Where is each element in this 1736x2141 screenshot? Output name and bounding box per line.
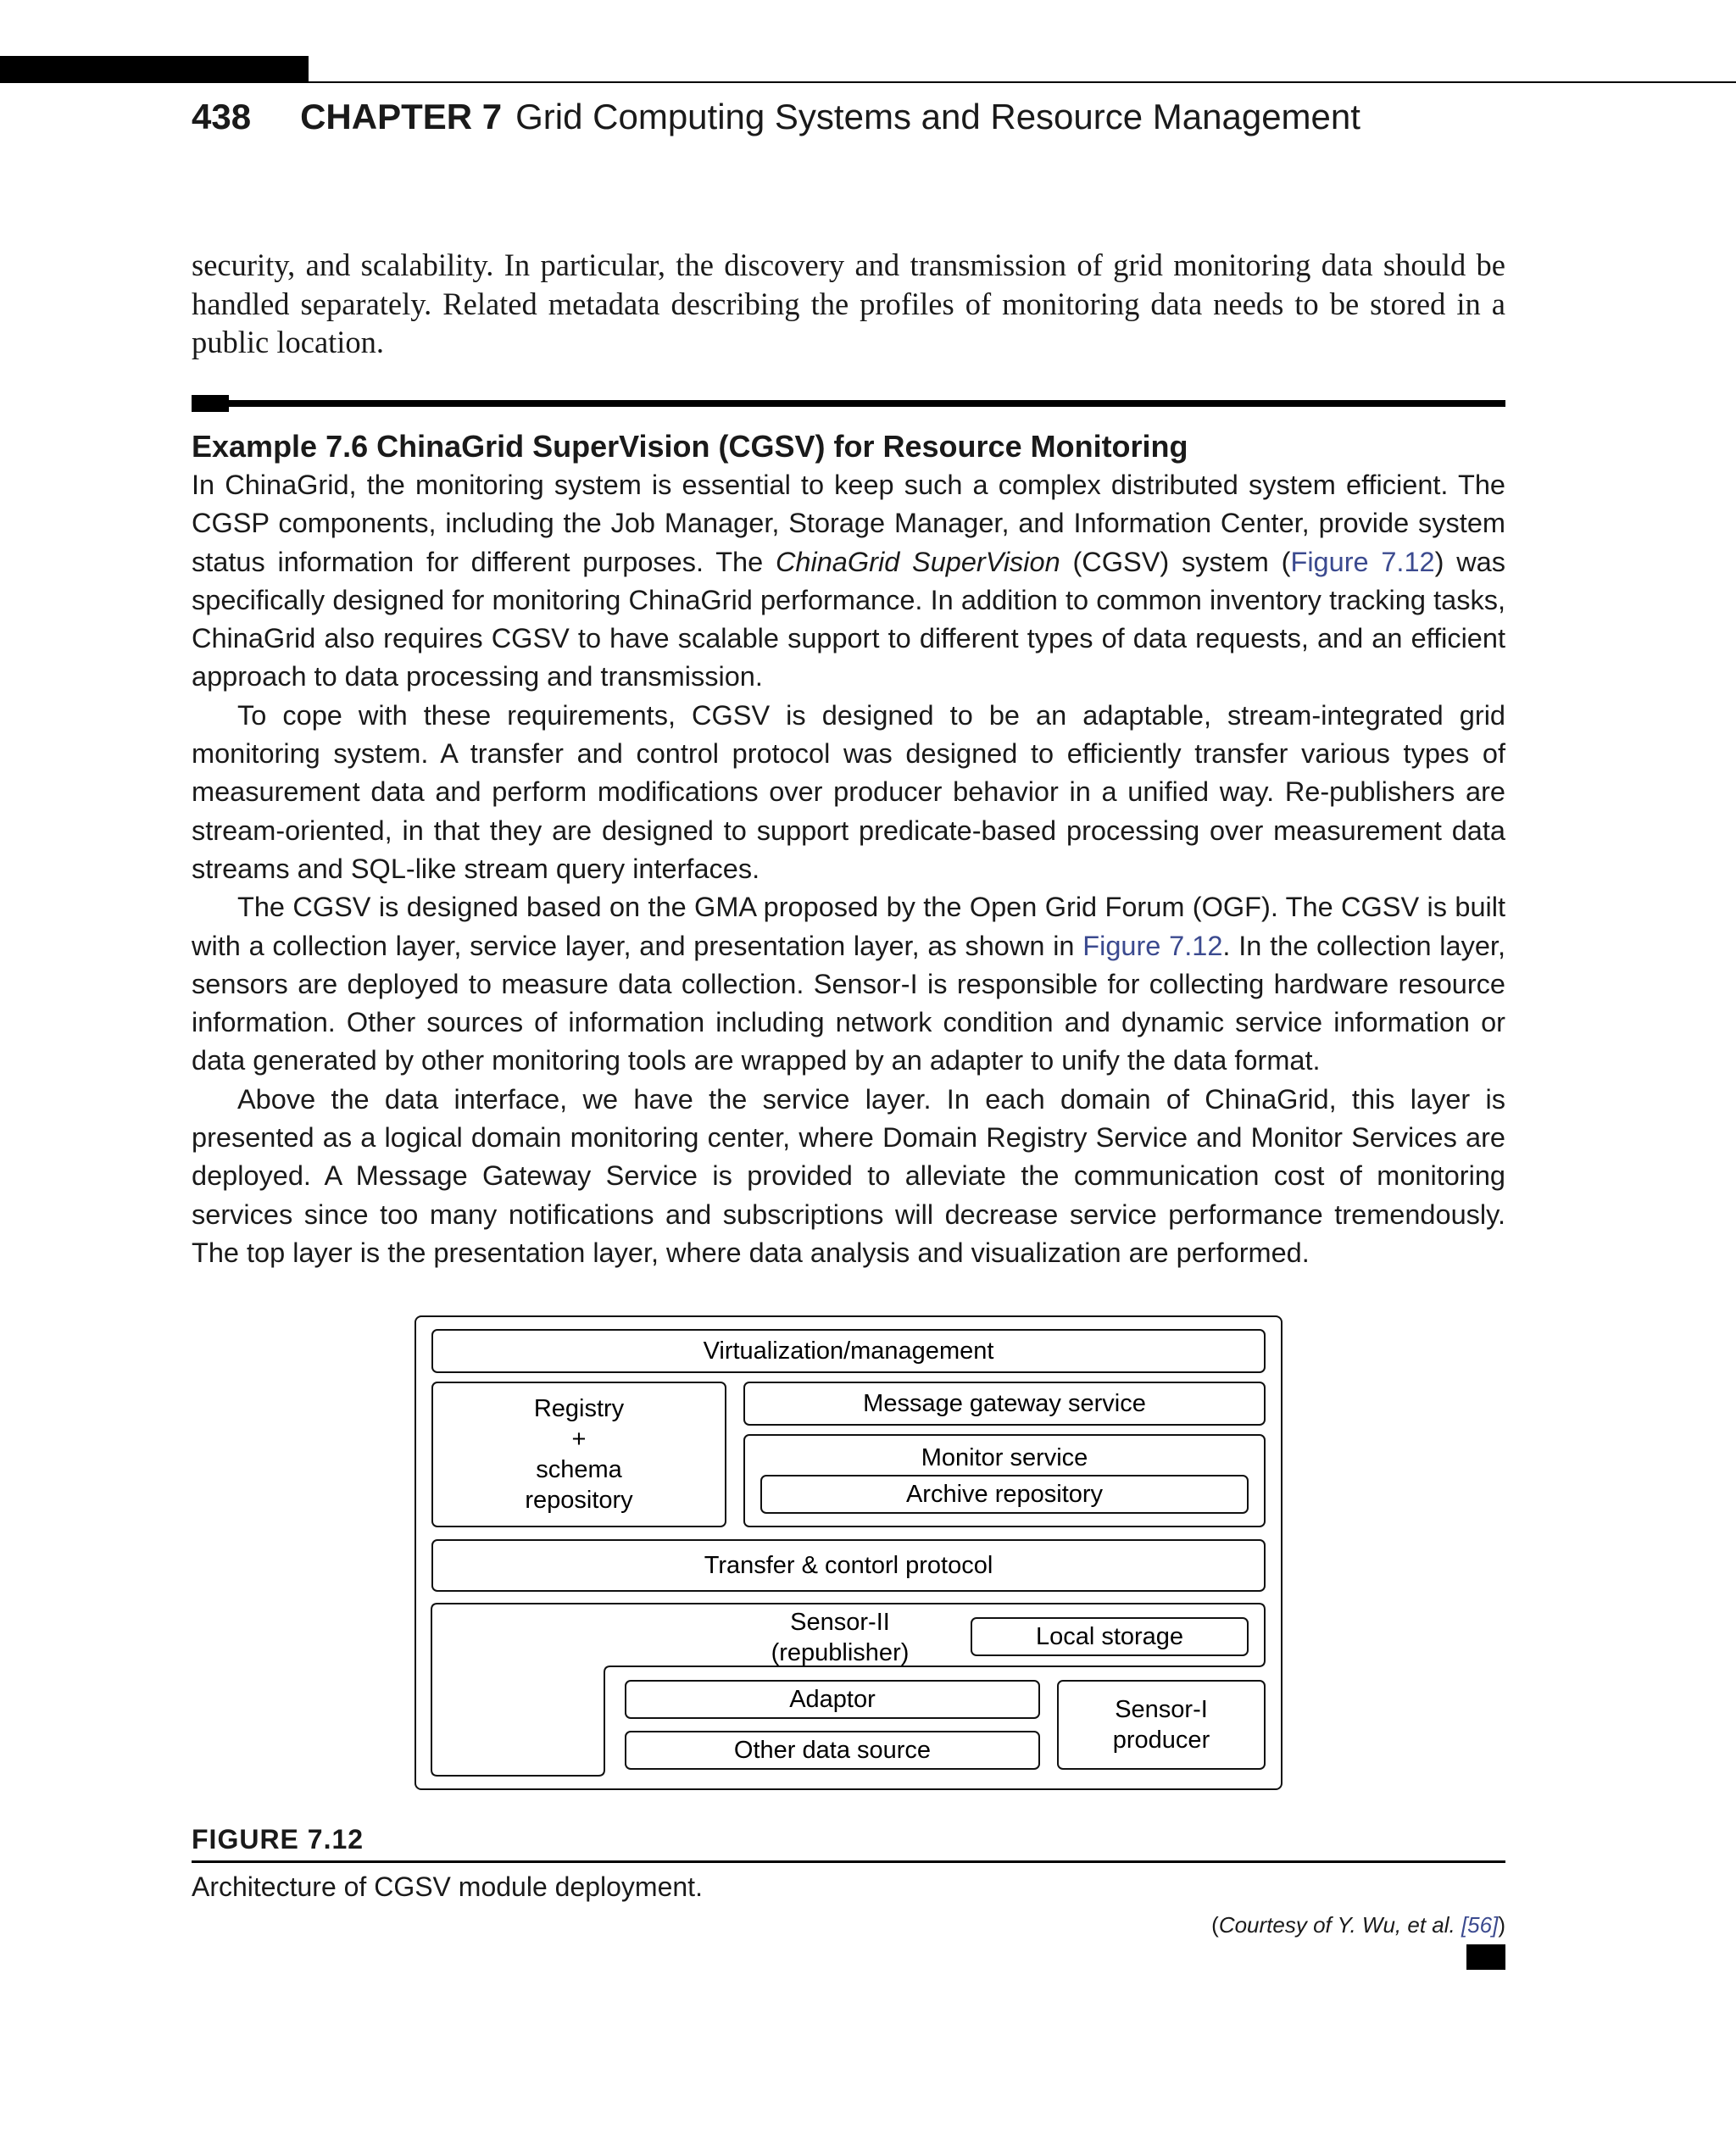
local-storage-label: Local storage bbox=[1035, 1623, 1184, 1650]
example-divider bbox=[192, 395, 1505, 412]
registry-line-1: Registry bbox=[533, 1395, 625, 1422]
p1-text-a: In ChinaGrid, the monitoring system is essential to keep such a complex distributed system efficient. The CGSP components, including the Job Manager, Storage Manager, and Information Center, provide system status information for different purposes. The bbox=[192, 470, 1505, 577]
courtesy-close-paren: ) bbox=[1498, 1912, 1505, 1938]
example-title: Example 7.6 ChinaGrid SuperVision (CGSV) for Resource Monitoring bbox=[192, 429, 1188, 464]
other-data-source-box bbox=[625, 1731, 1040, 1770]
sensor1-producer-box bbox=[1057, 1680, 1266, 1770]
reference-link[interactable]: [56] bbox=[1461, 1912, 1499, 1938]
adaptor-box bbox=[625, 1680, 1040, 1719]
archive-repository-label: Archive repository bbox=[905, 1481, 1104, 1508]
courtesy-text: Courtesy of Y. Wu, et al. bbox=[1218, 1912, 1461, 1938]
virtualization-label: Virtualization/management bbox=[703, 1337, 994, 1365]
header-rule bbox=[309, 81, 1736, 83]
page-number: 438 bbox=[192, 97, 252, 136]
transfer-protocol-label: Transfer & contorl protocol bbox=[704, 1552, 993, 1579]
figure-caption: Architecture of CGSV module deployment. bbox=[192, 1871, 703, 1902]
monitor-service-label: Monitor service bbox=[921, 1444, 1088, 1471]
local-storage-box bbox=[971, 1617, 1249, 1656]
figure-link-2[interactable]: Figure 7.12 bbox=[1082, 930, 1223, 961]
registry-line-3: schema bbox=[536, 1456, 622, 1483]
sensor2-line-2: (republisher) bbox=[771, 1639, 910, 1666]
figure-link-1[interactable]: Figure 7.12 bbox=[1290, 546, 1435, 577]
example-divider-block bbox=[192, 395, 229, 412]
example-paragraph-2: To cope with these requirements, CGSV is designed to be an adaptable, stream-integrated grid monitoring system. A transfer and control protocol was designed to efficiently transfer various types of measurement data and perform modifications over producer behavior in a unified way. Re-publishers are stream-oriented, in that they are designed to support predicate-based processing over measurement data streams and SQL-like stream query interfaces. bbox=[192, 699, 1505, 884]
other-data-source-label: Other data source bbox=[733, 1737, 932, 1764]
example-divider-rule bbox=[229, 400, 1505, 407]
registry-line-4: repository bbox=[525, 1487, 633, 1514]
courtesy-line bbox=[1211, 1910, 1505, 1939]
example-body bbox=[192, 466, 1505, 1272]
running-head bbox=[192, 93, 1360, 141]
p1-text-c: ) was specifically designed for monitoring ChinaGrid performance. In addition to common inventory tracking tasks, ChinaGrid also requires CGSV to have scalable support to different types of data requests, and an efficient approach to data processing and transmission. bbox=[192, 546, 1505, 692]
figure-label: FIGURE 7.12 bbox=[192, 1824, 364, 1855]
chapter-title: Grid Computing Systems and Resource Management bbox=[515, 97, 1360, 136]
caption-rule bbox=[192, 1860, 1505, 1863]
p1-italic: ChinaGrid SuperVision bbox=[775, 546, 1060, 577]
cgsv-architecture-figure bbox=[415, 1315, 1283, 1790]
intro-paragraph: security, and scalability. In particular, the discovery and transmission of grid monitoring data should be handled separately. Related metadata describing the profiles of monitoring data needs to be stored in a public location. bbox=[192, 247, 1505, 359]
sensor1-line-2: producer bbox=[1112, 1727, 1210, 1754]
chapter-label: CHAPTER 7 bbox=[300, 97, 503, 136]
message-gateway-label: Message gateway service bbox=[863, 1390, 1146, 1417]
end-of-example-block bbox=[1466, 1944, 1505, 1970]
sensor1-line-1: Sensor-I bbox=[1115, 1696, 1208, 1723]
p3-text-b: . In the collection layer, sensors are deployed to measure data collection. Sensor-I is responsible for collecting hardware resource information. Other sources of information including network condition and dynamic service information or data generated by other monitoring tools are wrapped by an adapter to unify the data format. bbox=[192, 930, 1505, 1076]
adaptor-label: Adaptor bbox=[789, 1686, 876, 1713]
sensor2-label bbox=[738, 1607, 942, 1668]
registry-line-2: + bbox=[571, 1426, 587, 1453]
header-bar bbox=[0, 56, 309, 83]
courtesy-open-paren: ( bbox=[1211, 1912, 1219, 1938]
p3-text-a: The CGSV is designed based on the GMA proposed by the Open Grid Forum (OGF). The CGSV is built with a collection layer, service layer, and presentation layer, as shown in bbox=[192, 892, 1505, 961]
sensor2-line-1: Sensor-II bbox=[790, 1609, 890, 1636]
example-paragraph-3 bbox=[192, 888, 1505, 1080]
example-paragraph-4: Above the data interface, we have the service layer. In each domain of ChinaGrid, this layer is presented as a logical domain monitoring center, where Domain Registry Service and Monitor Services are deployed. A Message Gateway Service is provided to alleviate the communication cost of monitoring services since too many notifications and subscriptions will decrease service performance tremendously. The top layer is the presentation layer, where data analysis and visualization are performed. bbox=[192, 1083, 1505, 1268]
p1-text-b: (CGSV) system ( bbox=[1060, 546, 1291, 577]
example-paragraph-1 bbox=[192, 466, 1505, 697]
